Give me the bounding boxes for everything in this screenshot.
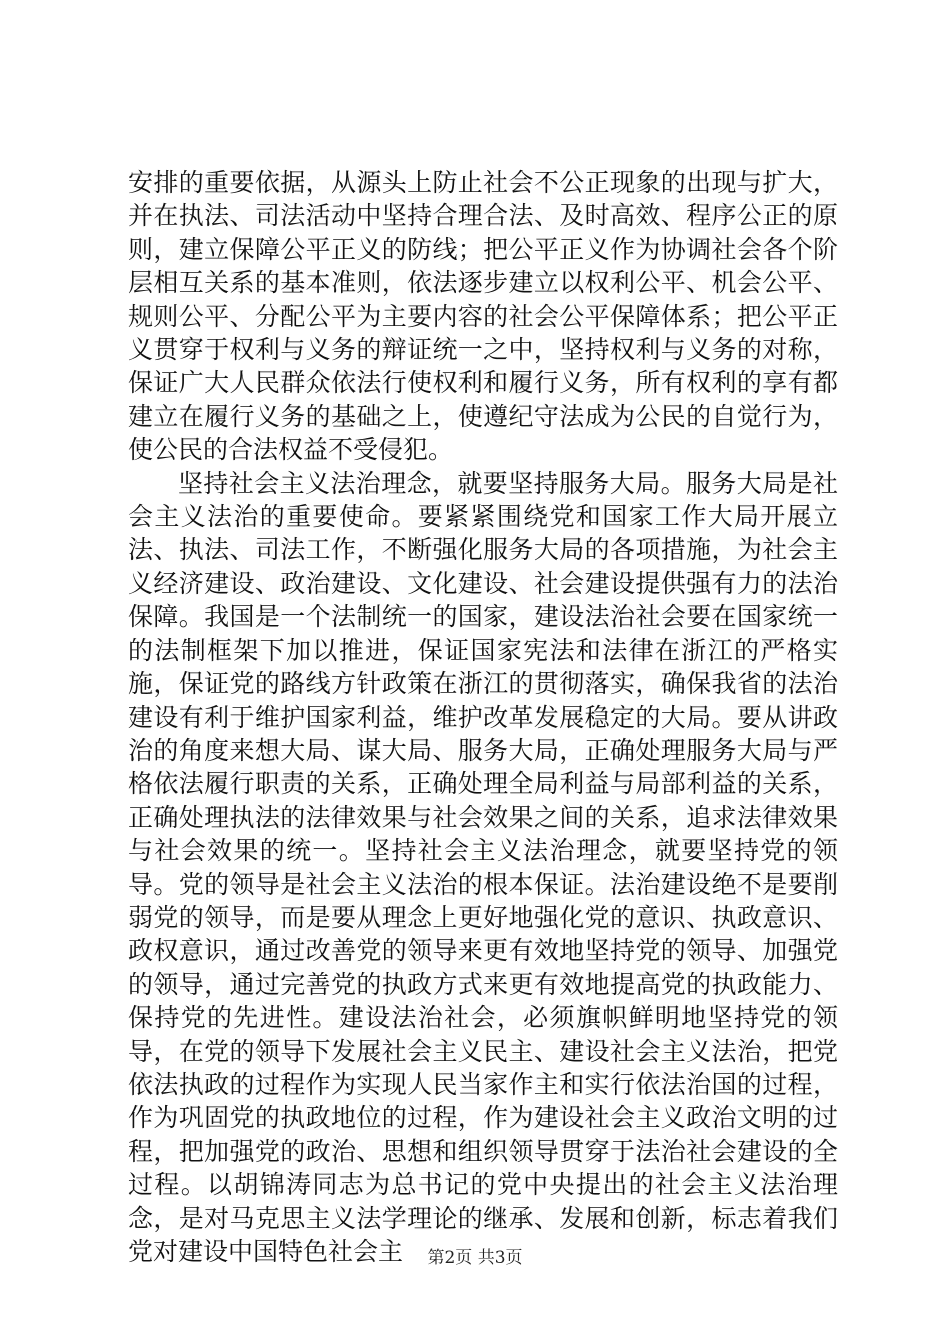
- paragraph-1: 安排的重要依据，从源头上防止社会不公正现象的出现与扩大，并在执法、司法活动中坚持合理合法、及时高效、程序公正的原则，建立保障公平正义的防线；把公平正义作为协调社会各个阶层相互关系的基本准则，依法逐步建立以权利公平、机会公平、规则公平、分配公平为主要内容的社会公平保障体系；把公平正义贯穿于权利与义务的辩证统一之中，坚持权利与义务的对称，保证广大人民群众依法行使权利和履行义务，所有权利的享有都建立在履行义务的基础之上，使遵纪守法成为公民的自觉行为，使公民的合法权益不受侵犯。: [128, 168, 838, 465]
- page-number-footer: 第2页 共3页: [427, 1248, 523, 1268]
- document-body: [128, 166, 838, 1268]
- paragraph-2: 坚持社会主义法治理念，就要坚持服务大局。服务大局是社会主义法治的重要使命。要紧紧围绕党和国家工作大局开展立法、执法、司法工作，不断强化服务大局的各项措施，为社会主义经济建设、政治建设、文化建设、社会建设提供强有力的法治保障。我国是一个法制统一的国家，建设法治社会要在国家统一的法制框架下加以推进，保证国家宪法和法律在浙江的严格实施，保证党的路线方针政策在浙江的贯彻落实，确保我省的法治建设有利于维护国家利益，维护改革发展稳定的大局。要从讲政治的角度来想大局、谋大局、服务大局，正确处理服务大局与严格依法履行职责的关系，正确处理全局利益与局部利益的关系，正确处理执法的法律效果与社会效果之间的关系，追求法律效果与社会效果的统一。坚持社会主义法治理念，就要坚持党的领导。党的领导是社会主义法治的根本保证。法治建设绝不是要削弱党的领导，而是要从理念上更好地强化党的意识、执政意识、政权意识，通过改善党的领导来更有效地坚持党的领导、加强党的领导，通过完善党的执政方式来更有效地提高党的执政能力、保持党的先进性。建设法治社会，必须旗帜鲜明地坚持党的领导，在党的领导下发展社会主义民主、建设社会主义法治，把党依法执政的过程作为实现人民当家作主和实行依法治国的过程，作为巩固党的执政地位的过程，作为建设社会主义政治文明的过程，把加强党的政治、思想和组织领导贯穿于法治社会建设的全过程。以胡锦涛同志为总书记的党中央提出的社会主义法治理念，是对马克思主义法学理论的继承、发展和创新，标志着我们党对建设中国特色社会主: [128, 468, 838, 1266]
